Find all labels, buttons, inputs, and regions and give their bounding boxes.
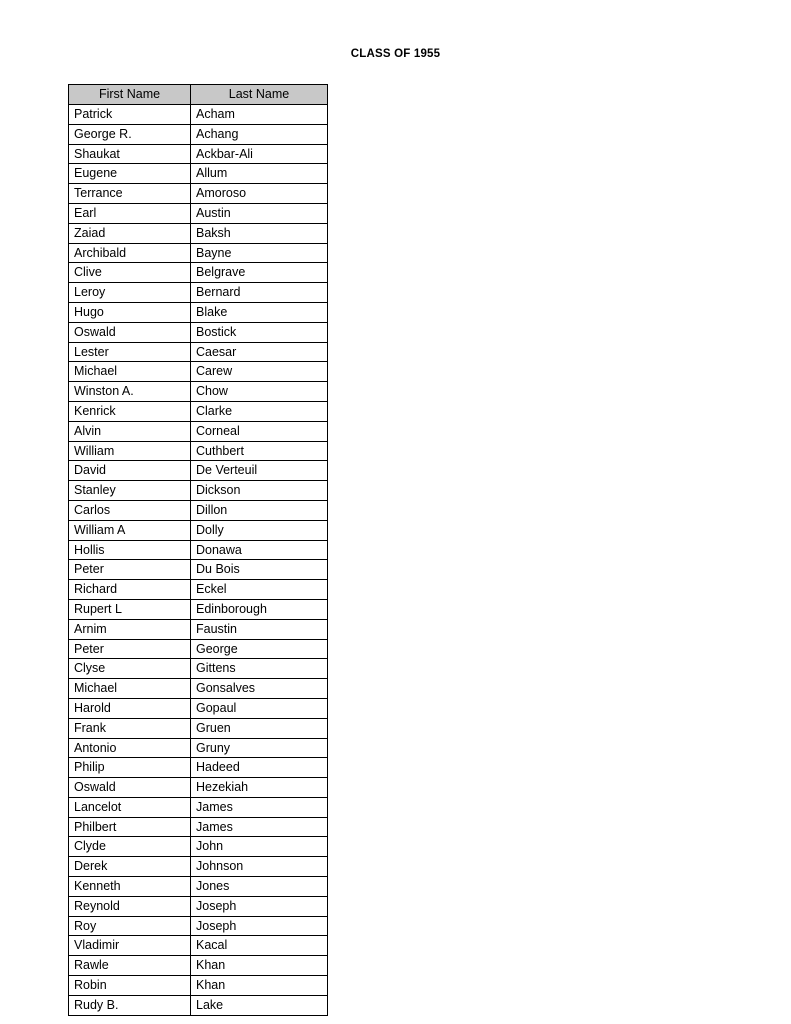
cell-first-name: Terrance [69, 184, 191, 204]
table-row [69, 441, 328, 461]
cell-last-name: Donawa [191, 540, 328, 560]
table-row [69, 679, 328, 699]
table-row [69, 619, 328, 639]
cell-first-name: Zaiad [69, 223, 191, 243]
cell-first-name: Philip [69, 758, 191, 778]
cell-last-name: Lake [191, 995, 328, 1015]
table-row [69, 461, 328, 481]
cell-first-name: William A [69, 520, 191, 540]
table-row [69, 342, 328, 362]
cell-last-name: Blake [191, 302, 328, 322]
cell-last-name: Belgrave [191, 263, 328, 283]
cell-first-name: Oswald [69, 322, 191, 342]
class-roster-table [68, 84, 328, 1016]
cell-first-name: Eugene [69, 164, 191, 184]
table-row [69, 223, 328, 243]
cell-last-name: Hezekiah [191, 778, 328, 798]
cell-first-name: Frank [69, 718, 191, 738]
table-row [69, 758, 328, 778]
table-row [69, 302, 328, 322]
cell-first-name: Clyde [69, 837, 191, 857]
table-row [69, 639, 328, 659]
cell-last-name: Achang [191, 124, 328, 144]
table-row [69, 481, 328, 501]
table-row [69, 124, 328, 144]
cell-first-name: Vladimir [69, 936, 191, 956]
table-row [69, 520, 328, 540]
column-header-last-name: Last Name [191, 85, 328, 105]
table-row [69, 401, 328, 421]
cell-first-name: Kenneth [69, 877, 191, 897]
table-row [69, 322, 328, 342]
cell-last-name: Joseph [191, 916, 328, 936]
cell-last-name: Gruny [191, 738, 328, 758]
table-row [69, 500, 328, 520]
page-title: CLASS OF 1955 [350, 48, 441, 60]
cell-first-name: Hugo [69, 302, 191, 322]
cell-last-name: Khan [191, 976, 328, 996]
cell-last-name: James [191, 797, 328, 817]
cell-first-name: Derek [69, 857, 191, 877]
cell-first-name: Peter [69, 560, 191, 580]
cell-last-name: Carew [191, 362, 328, 382]
table-row [69, 995, 328, 1015]
cell-first-name: Kenrick [69, 401, 191, 421]
cell-last-name: Gittens [191, 659, 328, 679]
cell-first-name: Roy [69, 916, 191, 936]
table-row [69, 203, 328, 223]
table-row [69, 877, 328, 897]
cell-first-name: Clyse [69, 659, 191, 679]
table-row [69, 184, 328, 204]
table-row [69, 857, 328, 877]
table-row [69, 778, 328, 798]
cell-last-name: Acham [191, 105, 328, 125]
table-row [69, 659, 328, 679]
cell-first-name: Clive [69, 263, 191, 283]
table-row [69, 580, 328, 600]
cell-last-name: Du Bois [191, 560, 328, 580]
roster-table-container [68, 84, 327, 1016]
cell-last-name: Kacal [191, 936, 328, 956]
table-row [69, 916, 328, 936]
cell-first-name: William [69, 441, 191, 461]
cell-last-name: Ackbar-Ali [191, 144, 328, 164]
cell-first-name: Lancelot [69, 797, 191, 817]
cell-last-name: Gruen [191, 718, 328, 738]
table-row [69, 797, 328, 817]
cell-last-name: Austin [191, 203, 328, 223]
cell-last-name: Dickson [191, 481, 328, 501]
cell-first-name: Richard [69, 580, 191, 600]
cell-last-name: Khan [191, 956, 328, 976]
table-row [69, 738, 328, 758]
table-row [69, 936, 328, 956]
table-row [69, 283, 328, 303]
cell-first-name: Patrick [69, 105, 191, 125]
cell-first-name: Lester [69, 342, 191, 362]
cell-first-name: Reynold [69, 896, 191, 916]
table-row [69, 362, 328, 382]
cell-last-name: Bostick [191, 322, 328, 342]
cell-last-name: John [191, 837, 328, 857]
table-header-row [69, 85, 328, 105]
table-row [69, 263, 328, 283]
cell-last-name: Bernard [191, 283, 328, 303]
table-row [69, 105, 328, 125]
table-row [69, 599, 328, 619]
cell-last-name: James [191, 817, 328, 837]
cell-first-name: Earl [69, 203, 191, 223]
cell-first-name: Rudy B. [69, 995, 191, 1015]
cell-first-name: Philbert [69, 817, 191, 837]
table-body [69, 105, 328, 1016]
column-header-first-name: First Name [69, 85, 191, 105]
cell-last-name: Hadeed [191, 758, 328, 778]
table-row [69, 817, 328, 837]
cell-first-name: Leroy [69, 283, 191, 303]
cell-last-name: Gopaul [191, 698, 328, 718]
table-row [69, 837, 328, 857]
table-row [69, 896, 328, 916]
cell-first-name: Michael [69, 679, 191, 699]
cell-first-name: Antonio [69, 738, 191, 758]
cell-last-name: Dillon [191, 500, 328, 520]
cell-last-name: Dolly [191, 520, 328, 540]
table-row [69, 540, 328, 560]
cell-last-name: De Verteuil [191, 461, 328, 481]
cell-first-name: David [69, 461, 191, 481]
cell-last-name: Eckel [191, 580, 328, 600]
table-row [69, 243, 328, 263]
cell-first-name: George R. [69, 124, 191, 144]
cell-first-name: Michael [69, 362, 191, 382]
cell-first-name: Winston A. [69, 382, 191, 402]
table-row [69, 421, 328, 441]
cell-first-name: Carlos [69, 500, 191, 520]
cell-last-name: Corneal [191, 421, 328, 441]
table-row [69, 698, 328, 718]
cell-first-name: Harold [69, 698, 191, 718]
cell-first-name: Rawle [69, 956, 191, 976]
cell-last-name: Faustin [191, 619, 328, 639]
table-row [69, 560, 328, 580]
cell-last-name: George [191, 639, 328, 659]
cell-first-name: Peter [69, 639, 191, 659]
cell-last-name: Baksh [191, 223, 328, 243]
cell-last-name: Joseph [191, 896, 328, 916]
cell-last-name: Johnson [191, 857, 328, 877]
cell-last-name: Allum [191, 164, 328, 184]
table-row [69, 144, 328, 164]
cell-last-name: Edinborough [191, 599, 328, 619]
cell-last-name: Clarke [191, 401, 328, 421]
cell-first-name: Oswald [69, 778, 191, 798]
table-row [69, 976, 328, 996]
table-row [69, 382, 328, 402]
cell-first-name: Robin [69, 976, 191, 996]
cell-last-name: Chow [191, 382, 328, 402]
cell-first-name: Archibald [69, 243, 191, 263]
cell-first-name: Stanley [69, 481, 191, 501]
table-row [69, 956, 328, 976]
cell-last-name: Caesar [191, 342, 328, 362]
cell-last-name: Gonsalves [191, 679, 328, 699]
table-row [69, 718, 328, 738]
cell-last-name: Bayne [191, 243, 328, 263]
cell-first-name: Arnim [69, 619, 191, 639]
cell-last-name: Jones [191, 877, 328, 897]
cell-last-name: Cuthbert [191, 441, 328, 461]
cell-first-name: Rupert L [69, 599, 191, 619]
cell-last-name: Amoroso [191, 184, 328, 204]
cell-first-name: Hollis [69, 540, 191, 560]
cell-first-name: Shaukat [69, 144, 191, 164]
table-row [69, 164, 328, 184]
cell-first-name: Alvin [69, 421, 191, 441]
